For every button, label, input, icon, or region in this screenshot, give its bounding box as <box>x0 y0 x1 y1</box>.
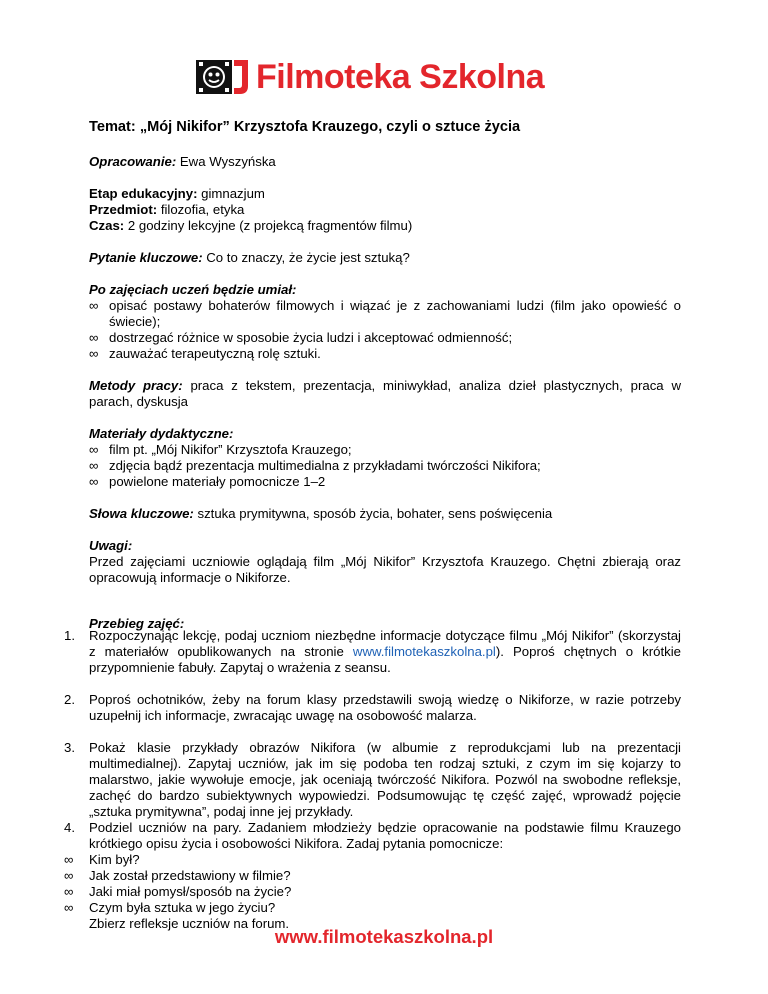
infinity-bullet-icon: ∞ <box>64 868 74 883</box>
notes-section <box>89 538 681 586</box>
step-text: Pokaż klasie przykłady obrazów Nikifora (w albumie z reprodukcjami lub na prezentacji multimedialnej). Zapytaj uczniów, jak im się podoba ten rodzaj sztuki, z czym im się kojarzy to malarstwo, jakie wywołuje emocje, jak oceniają twórczość Nikifora. Pozwól na swobodne refleksje, zachęć do bardzo subiektywnych wypowiedzi. Podsumowując tę część zajęć, wprowadź pojęcie „sztuka prymitywna”, podaj inne jej przykłady. <box>89 740 681 819</box>
stage-label: Etap edukacyjny: <box>89 186 198 201</box>
infinity-bullet-icon: ∞ <box>89 330 99 345</box>
outcome-text: zauważać terapeutyczną rolę sztuki. <box>109 346 321 361</box>
step-number: 2. <box>64 692 75 707</box>
step-number: 3. <box>64 740 75 755</box>
list-item <box>89 346 681 362</box>
step-text: Podziel uczniów na pary. Zadaniem młodzieży będzie opracowanie na podstawie filmu Krauzego krótkiego opisu życia i osobowości Nikifora. Zadaj pytania pomocnicze: <box>89 820 681 851</box>
subject-label: Przedmiot: <box>89 202 158 217</box>
question-text: Czym była sztuka w jego życiu? <box>89 900 276 915</box>
outcome-text: dostrzegać różnice w sposobie życia ludzi i akceptować odmienność; <box>109 330 513 345</box>
footer-url[interactable]: www.filmotekaszkolna.pl <box>274 926 494 947</box>
infinity-bullet-icon: ∞ <box>89 442 99 457</box>
question-text: Jaki miał pomysł/sposób na życie? <box>89 884 292 899</box>
step-2 <box>64 692 681 724</box>
list-item <box>89 330 681 346</box>
step-number: 1. <box>64 628 75 643</box>
list-item <box>64 900 681 916</box>
infinity-bullet-icon: ∞ <box>64 884 74 899</box>
lesson-steps <box>64 628 681 932</box>
infinity-bullet-icon: ∞ <box>64 900 74 915</box>
film-reel-face-icon <box>190 56 254 98</box>
materials-heading: Materiały dydaktyczne: <box>89 426 234 441</box>
methods-label: Metody pracy: <box>89 378 183 393</box>
methods-value: praca z tekstem, prezentacja, miniwykład, analiza dzieł plastycznych, praca w parach, dyskusja <box>89 378 682 409</box>
step-1 <box>64 628 681 676</box>
author-value: Ewa Wyszyńska <box>179 154 276 169</box>
time-label: Czas: <box>89 218 125 233</box>
lesson-plan <box>89 118 681 632</box>
helper-questions <box>64 852 681 916</box>
author-label: Opracowanie: <box>89 154 177 169</box>
meta-block <box>89 186 681 234</box>
step-3 <box>64 740 681 820</box>
step-text: ). Poproś chętnych o krótkie przypomnienie fabuły. Zapytaj o wrażenia z seansu. <box>89 644 682 675</box>
infinity-bullet-icon: ∞ <box>64 852 74 867</box>
brand-header <box>190 56 580 98</box>
course-heading: Przebieg zajęć: <box>89 616 185 631</box>
keywords-value: sztuka prymitywna, sposób życia, bohater, sens poświęcenia <box>197 506 553 521</box>
infinity-bullet-icon: ∞ <box>89 458 99 473</box>
question-text: Jak został przedstawiony w filmie? <box>89 868 291 883</box>
infinity-bullet-icon: ∞ <box>89 474 99 489</box>
infinity-bullet-icon: ∞ <box>89 346 99 361</box>
time-value: 2 godziny lekcyjne (z projekcą fragmentów filmu) <box>127 218 413 233</box>
list-item <box>89 474 681 490</box>
subject-value: filozofia, etyka <box>160 202 245 217</box>
outcome-text: opisać postawy bohaterów filmowych i wiązać je z zachowaniami ludzi (film jako opowieść o świecie); <box>109 298 681 329</box>
key-question <box>89 250 681 266</box>
question-text: Kim był? <box>89 852 140 867</box>
website-link[interactable]: www.filmotekaszkolna.pl <box>352 644 496 659</box>
materials-list <box>89 442 681 490</box>
stage-value: gimnazjum <box>201 186 265 201</box>
list-item <box>89 298 681 330</box>
list-item <box>89 442 681 458</box>
brand-name: Filmoteka Szkolna <box>256 58 545 96</box>
outcomes-list <box>89 298 681 362</box>
outcomes-section <box>89 282 681 362</box>
step-closing: Zbierz refleksje uczniów na forum. <box>89 916 290 931</box>
material-text: zdjęcia bądź prezentacja multimedialna z przykładami twórczości Nikifora; <box>109 458 541 473</box>
subject-line <box>89 202 681 218</box>
list-item <box>64 884 681 900</box>
infinity-bullet-icon: ∞ <box>89 298 99 313</box>
author-line <box>89 154 681 170</box>
outcomes-heading: Po zajęciach uczeń będzie umiał: <box>89 282 297 297</box>
material-text: powielone materiały pomocnicze 1–2 <box>109 474 326 489</box>
key-question-value: Co to znaczy, że życie jest sztuką? <box>206 250 410 265</box>
time-line <box>89 218 681 234</box>
key-question-label: Pytanie kluczowe: <box>89 250 203 265</box>
lesson-title: Temat: „Mój Nikifor” Krzysztofa Krauzego, czyli o sztuce życia <box>89 119 521 135</box>
keywords-section <box>89 506 681 522</box>
material-text: film pt. „Mój Nikifor” Krzysztofa Krauzego; <box>109 442 352 457</box>
materials-section <box>89 426 681 490</box>
notes-label: Uwagi: <box>89 538 133 553</box>
list-item <box>64 852 681 868</box>
stage-line <box>89 186 681 202</box>
list-item <box>64 868 681 884</box>
keywords-label: Słowa kluczowe: <box>89 506 194 521</box>
methods-section <box>89 378 681 410</box>
step-text: Poproś ochotników, żeby na forum klasy przedstawili swoją wiedzę o Nikiforze, w razie potrzeby uzupełnij ich informacje, zwracając uwagę na osobowość malarza. <box>89 692 681 723</box>
step-text: Rozpoczynając lekcję, podaj uczniom niezbędne informacje dotyczące filmu „Mój Nikifor” (skorzystaj z materiałów opublikowanych na stronie <box>89 628 681 659</box>
step-4 <box>64 820 681 852</box>
notes-value: Przed zajęciami uczniowie oglądają film „Mój Nikifor” Krzysztofa Krauzego. Chętni zbierają oraz opracowują informacje o Nikiforze. <box>89 554 681 585</box>
step-number: 4. <box>64 820 75 835</box>
list-item <box>89 458 681 474</box>
